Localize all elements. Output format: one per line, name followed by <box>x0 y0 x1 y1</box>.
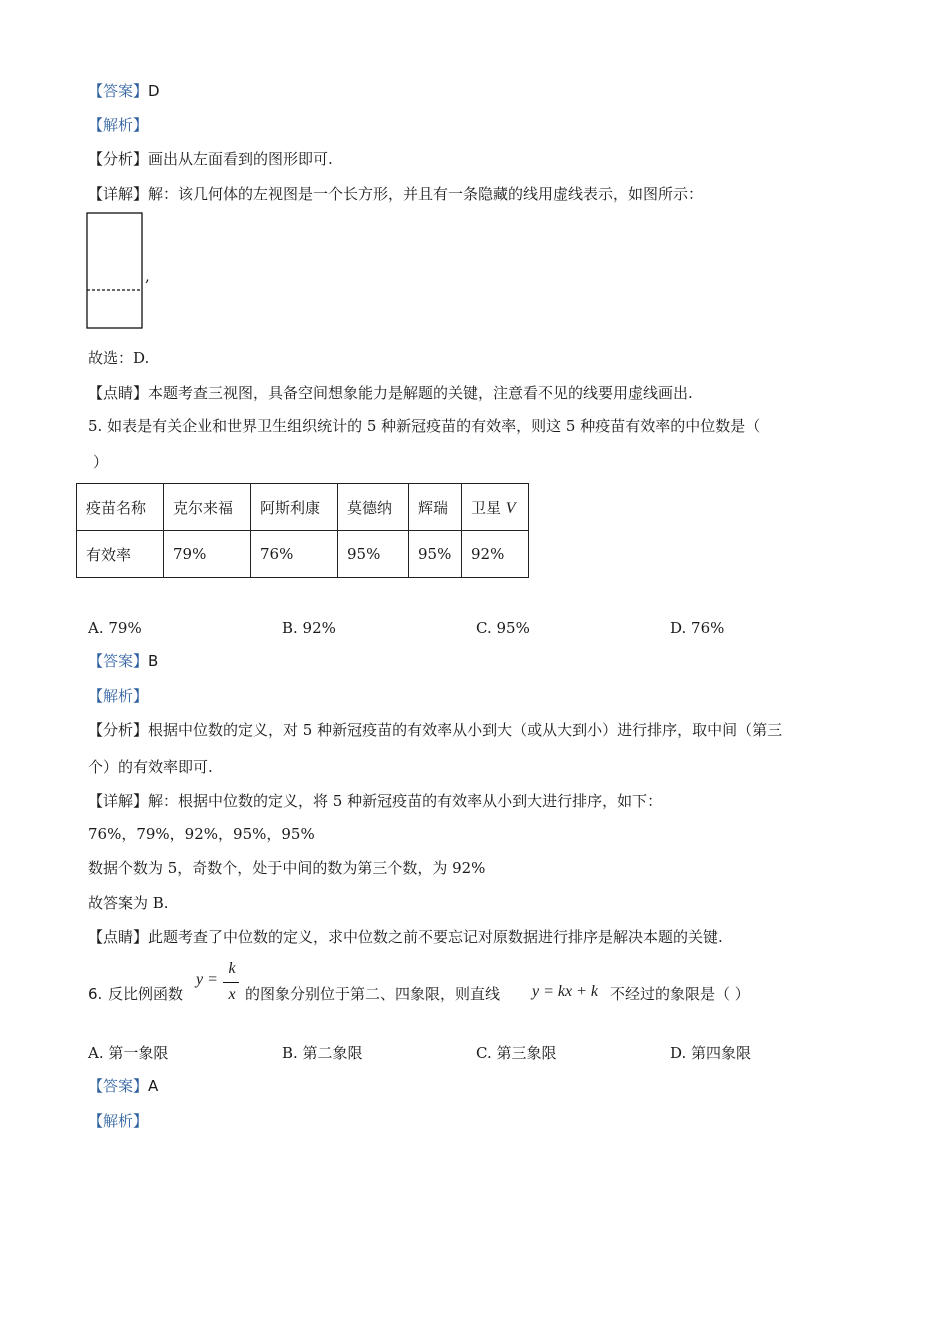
q5-stem-line2: ） <box>93 453 109 471</box>
q5-answer-line <box>88 651 158 671</box>
cell-text: 卫星 <box>471 498 502 517</box>
table-cell: 95% <box>338 531 409 578</box>
table-cell: 疫苗名称 <box>77 484 164 531</box>
q4-fenxi-line <box>88 149 333 169</box>
q4-answer-line <box>88 81 160 101</box>
q6-stem-a: 反比例函数 <box>108 985 184 1003</box>
q6-answer-line <box>88 1076 158 1096</box>
q6-option-c: C. 第三象限 <box>476 1044 557 1062</box>
table-cell: 92% <box>462 531 529 578</box>
answer-value: B <box>148 652 159 670</box>
q4-conclusion: 故选：D. <box>88 349 150 367</box>
answer-tag: 【答案】 <box>88 1077 149 1095</box>
table-header-row <box>77 484 529 531</box>
q5-conclusion: 故答案为 B. <box>88 894 169 912</box>
q5-option-d: D. 76% <box>670 619 725 637</box>
q5-stem-line1: 5. 如表是有关企业和世界卫生组织统计的 5 种新冠疫苗的有效率，则这 5 种疫苗有效率的中位数是（ <box>88 417 761 435</box>
table-row <box>77 531 529 578</box>
left-view-figure <box>84 210 154 332</box>
q5-xiangjie-line <box>88 791 662 811</box>
fenxi-tag: 【分析】 <box>88 150 149 168</box>
fenxi-text: 根据中位数的定义，对 5 种新冠疫苗的有效率从小到大（或从大到小）进行排序，取中间（第三 <box>148 721 783 739</box>
xiangjie-text: 解：该几何体的左视图是一个长方形，并且有一条隐藏的线用虚线表示，如图所示： <box>148 185 704 203</box>
table-cell: 辉瑞 <box>409 484 462 531</box>
answer-tag: 【答案】 <box>88 82 149 100</box>
q5-sorted-values: 76%，79%，92%，95%，95% <box>88 825 315 843</box>
dianjing-text: 此题考查了中位数的定义，求中位数之前不要忘记对原数据进行排序是解决本题的关键. <box>148 928 723 946</box>
table-cell: 阿斯利康 <box>251 484 338 531</box>
q5-count-line: 数据个数为 5，奇数个，处于中间的数为第三个数，为 92% <box>88 859 486 877</box>
q4-xiangjie-line <box>88 184 703 204</box>
table-cell: 76% <box>251 531 338 578</box>
table-cell-last <box>462 484 529 531</box>
table-cell: 79% <box>164 531 251 578</box>
dianjing-tag: 【点睛】 <box>88 928 149 946</box>
dianjing-tag: 【点睛】 <box>88 384 149 402</box>
xiangjie-text: 解：根据中位数的定义，将 5 种新冠疫苗的有效率从小到大进行排序，如下： <box>148 792 663 810</box>
dianjing-text: 本题考查三视图，具备空间想象能力是解题的关键，注意看不见的线要用虚线画出. <box>148 384 693 402</box>
q5-option-b: B. 92% <box>282 619 336 637</box>
q5-fenxi-line1 <box>88 720 782 740</box>
q5-dianjing-line <box>88 927 723 947</box>
q6-stem-c: 不经过的象限是（ ） <box>610 985 750 1003</box>
q6-y-equals: y = <box>196 971 218 988</box>
answer-value: A <box>148 1077 159 1095</box>
q6-option-b: B. 第二象限 <box>282 1044 363 1062</box>
q6-frac-numerator: k <box>228 960 236 977</box>
xiangjie-tag: 【详解】 <box>88 792 149 810</box>
q6-line-equation: y = kx + k <box>532 983 598 1000</box>
table-cell: 95% <box>409 531 462 578</box>
answer-tag: 【答案】 <box>88 652 149 670</box>
fenxi-text: 画出从左面看到的图形即可. <box>148 150 333 168</box>
q4-analysis-tag: 【解析】 <box>88 116 149 134</box>
q6-option-d: D. 第四象限 <box>670 1044 752 1062</box>
q6-number: 6. <box>88 985 103 1003</box>
q5-fenxi-line2: 个）的有效率即可. <box>88 758 213 776</box>
q6-frac-bar <box>223 982 239 983</box>
figure-comma: , <box>145 267 150 285</box>
q6-option-a: A. 第一象限 <box>88 1044 169 1062</box>
q6-frac-denominator: x <box>228 986 236 1003</box>
figure-rectangle <box>87 213 142 328</box>
table-cell: 莫德纳 <box>338 484 409 531</box>
vaccine-table <box>76 483 529 578</box>
q6-analysis-tag: 【解析】 <box>88 1112 149 1130</box>
q4-dianjing-line <box>88 383 693 403</box>
q5-option-c: C. 95% <box>476 619 530 637</box>
q6-stem-b: 的图象分别位于第二、四象限，则直线 <box>245 985 501 1003</box>
table-cell: 有效率 <box>77 531 164 578</box>
q5-analysis-tag: 【解析】 <box>88 687 149 705</box>
answer-value: D <box>148 82 160 100</box>
xiangjie-tag: 【详解】 <box>88 185 149 203</box>
table-cell: 克尔来福 <box>164 484 251 531</box>
fenxi-tag: 【分析】 <box>88 721 149 739</box>
q5-option-a: A. 79% <box>88 619 142 637</box>
var-v: V <box>505 499 516 517</box>
